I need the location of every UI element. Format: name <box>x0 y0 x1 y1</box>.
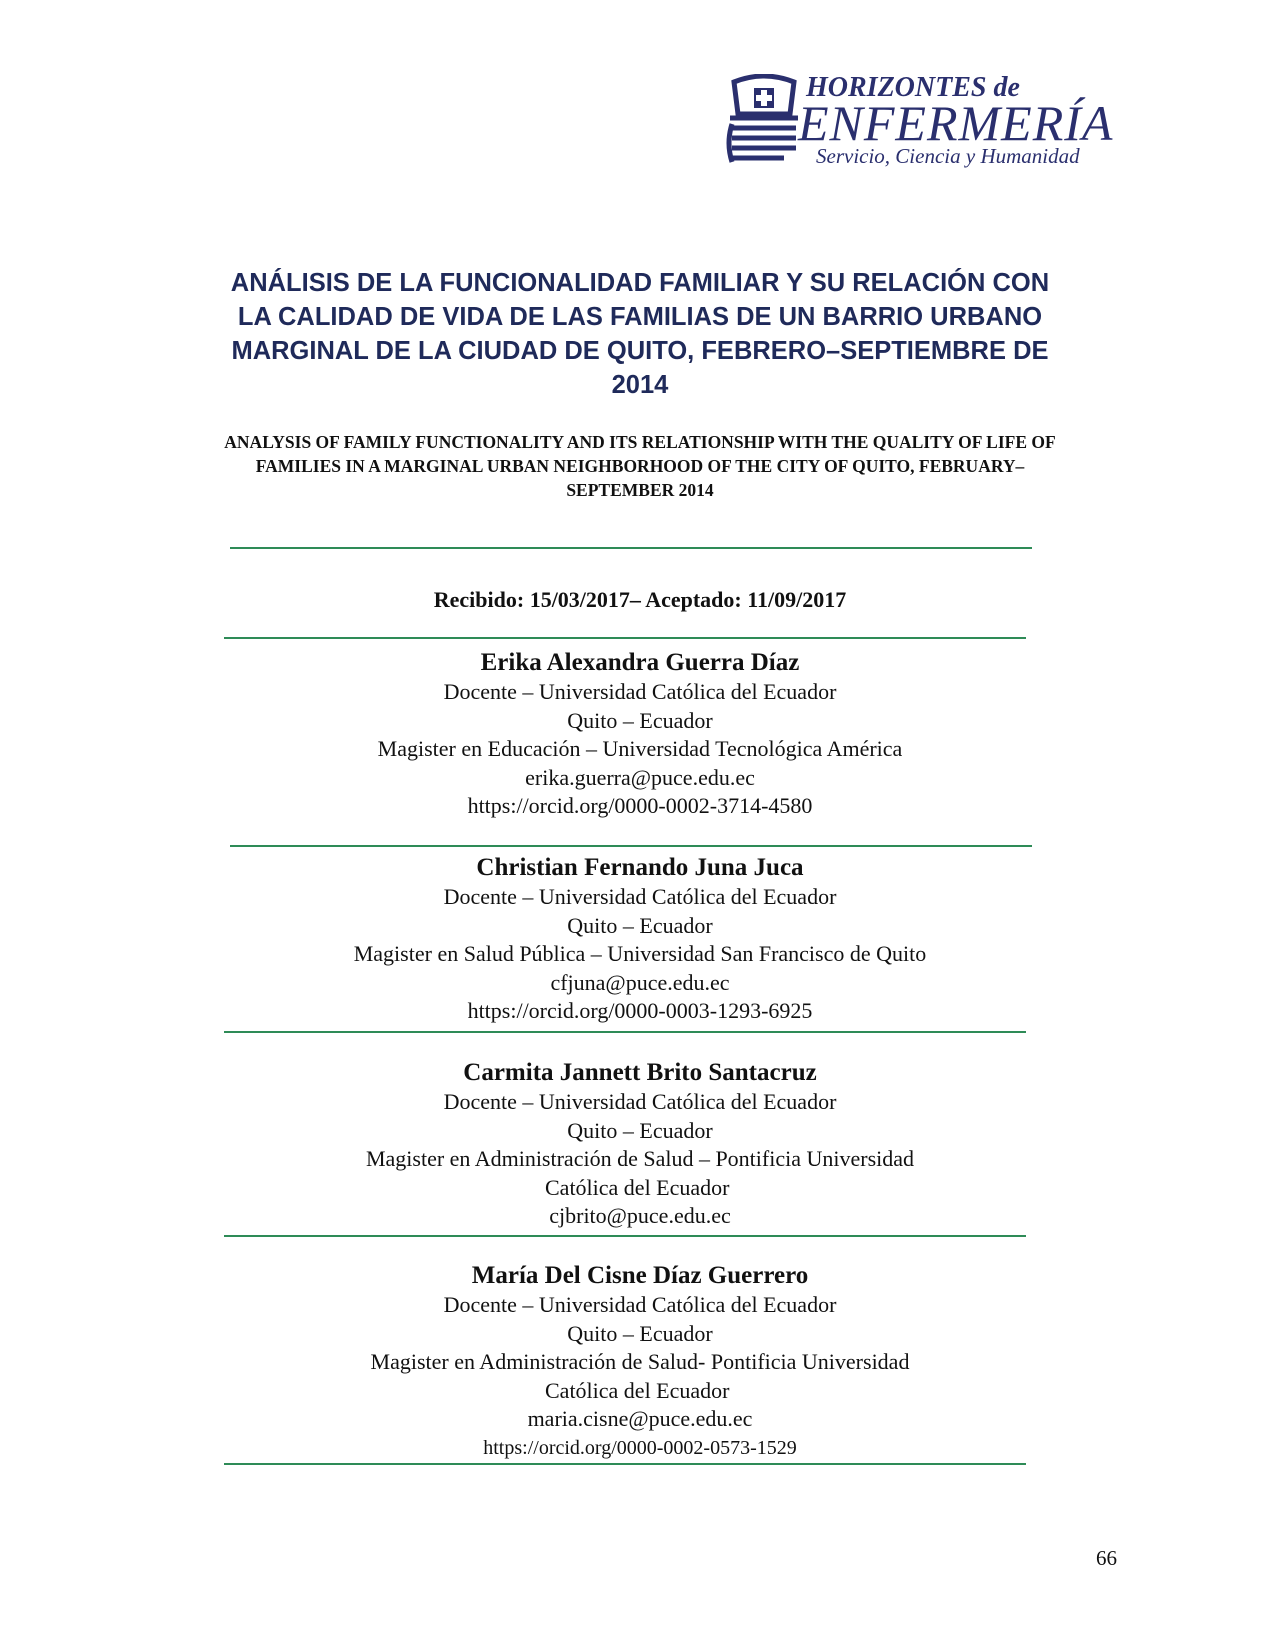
author-orcid[interactable]: https://orcid.org/0000-0002-3714-4580 <box>467 793 813 818</box>
author-place: Quito – Ecuador <box>567 912 713 938</box>
divider <box>230 845 1032 847</box>
author-orcid[interactable]: https://orcid.org/0000-0002-0573-1529 <box>483 1436 797 1459</box>
divider <box>224 1031 1026 1033</box>
logo-line-2: ENFERMERÍA <box>798 95 1114 151</box>
author-place: Quito – Ecuador <box>567 707 713 733</box>
author-name: Christian Fernando Juna Juca <box>476 854 804 881</box>
author-degree: Magister en Administración de Salud – Pontificia Universidad <box>365 1146 915 1171</box>
divider <box>224 1235 1026 1237</box>
author-degree-continued: Católica del Ecuador <box>545 1377 730 1403</box>
divider <box>230 547 1032 549</box>
author-degree: Magister en Salud Pública – Universidad San Francisco de Quito <box>353 941 927 966</box>
author-block <box>250 1058 1030 1231</box>
author-place: Quito – Ecuador <box>567 1320 713 1346</box>
author-email[interactable]: maria.cisne@puce.edu.ec <box>527 1406 753 1431</box>
divider <box>224 637 1026 639</box>
author-degree: Magister en Administración de Salud- Pontificia Universidad <box>370 1349 910 1374</box>
author-degree-continued: Católica del Ecuador <box>545 1174 730 1200</box>
author-place: Quito – Ecuador <box>567 1117 713 1143</box>
author-email[interactable]: erika.guerra@puce.edu.ec <box>525 764 755 790</box>
author-degree: Magister en Educación – Universidad Tecnológica América <box>377 736 903 761</box>
author-block <box>250 648 1030 821</box>
journal-logo <box>724 68 1124 173</box>
author-role: Docente – Universidad Católica del Ecuador <box>443 679 837 704</box>
received-accepted-dates: Recibido: 15/03/2017– Aceptado: 11/09/2017 <box>433 587 847 612</box>
author-email[interactable]: cjbrito@puce.edu.ec <box>549 1203 731 1228</box>
author-role: Docente – Universidad Católica del Ecuador <box>443 1089 837 1114</box>
title-english: ANALYSIS OF FAMILY FUNCTIONALITY AND ITS RELATIONSHIP WITH THE QUALITY OF LIFE OF FAMILIES IN A MARGINAL URBAN NEIGHBORHOOD OF THE CITY OF QUITO, FEBRUARY–SEPTEMBER 2014 <box>224 432 1056 500</box>
author-role: Docente – Universidad Católica del Ecuador <box>443 884 837 909</box>
page-number: 66 <box>1096 1546 1117 1570</box>
author-name: Carmita Jannett Brito Santacruz <box>463 1059 817 1086</box>
author-orcid[interactable]: https://orcid.org/0000-0003-1293-6925 <box>467 998 813 1023</box>
title-spanish: ANÁLISIS DE LA FUNCIONALIDAD FAMILIAR Y SU RELACIÓN CON LA CALIDAD DE VIDA DE LAS FAMILIAS DE UN BARRIO URBANO MARGINAL DE LA CIUDAD DE QUITO, FEBRERO–SEPTIEMBRE DE 2014 <box>230 269 1050 399</box>
nurse-cap-book-icon <box>724 74 804 168</box>
author-name: María Del Cisne Díaz Guerrero <box>471 1262 809 1289</box>
author-block <box>250 1261 1030 1462</box>
logo-line-1: HORIZONTES de <box>806 72 1020 103</box>
author-role: Docente – Universidad Católica del Ecuador <box>443 1292 837 1317</box>
divider <box>224 1463 1026 1465</box>
logo-tagline: Servicio, Ciencia y Humanidad <box>816 144 1080 168</box>
author-email[interactable]: cfjuna@puce.edu.ec <box>550 969 730 995</box>
author-name: Erika Alexandra Guerra Díaz <box>480 649 800 676</box>
author-block <box>250 853 1030 1026</box>
